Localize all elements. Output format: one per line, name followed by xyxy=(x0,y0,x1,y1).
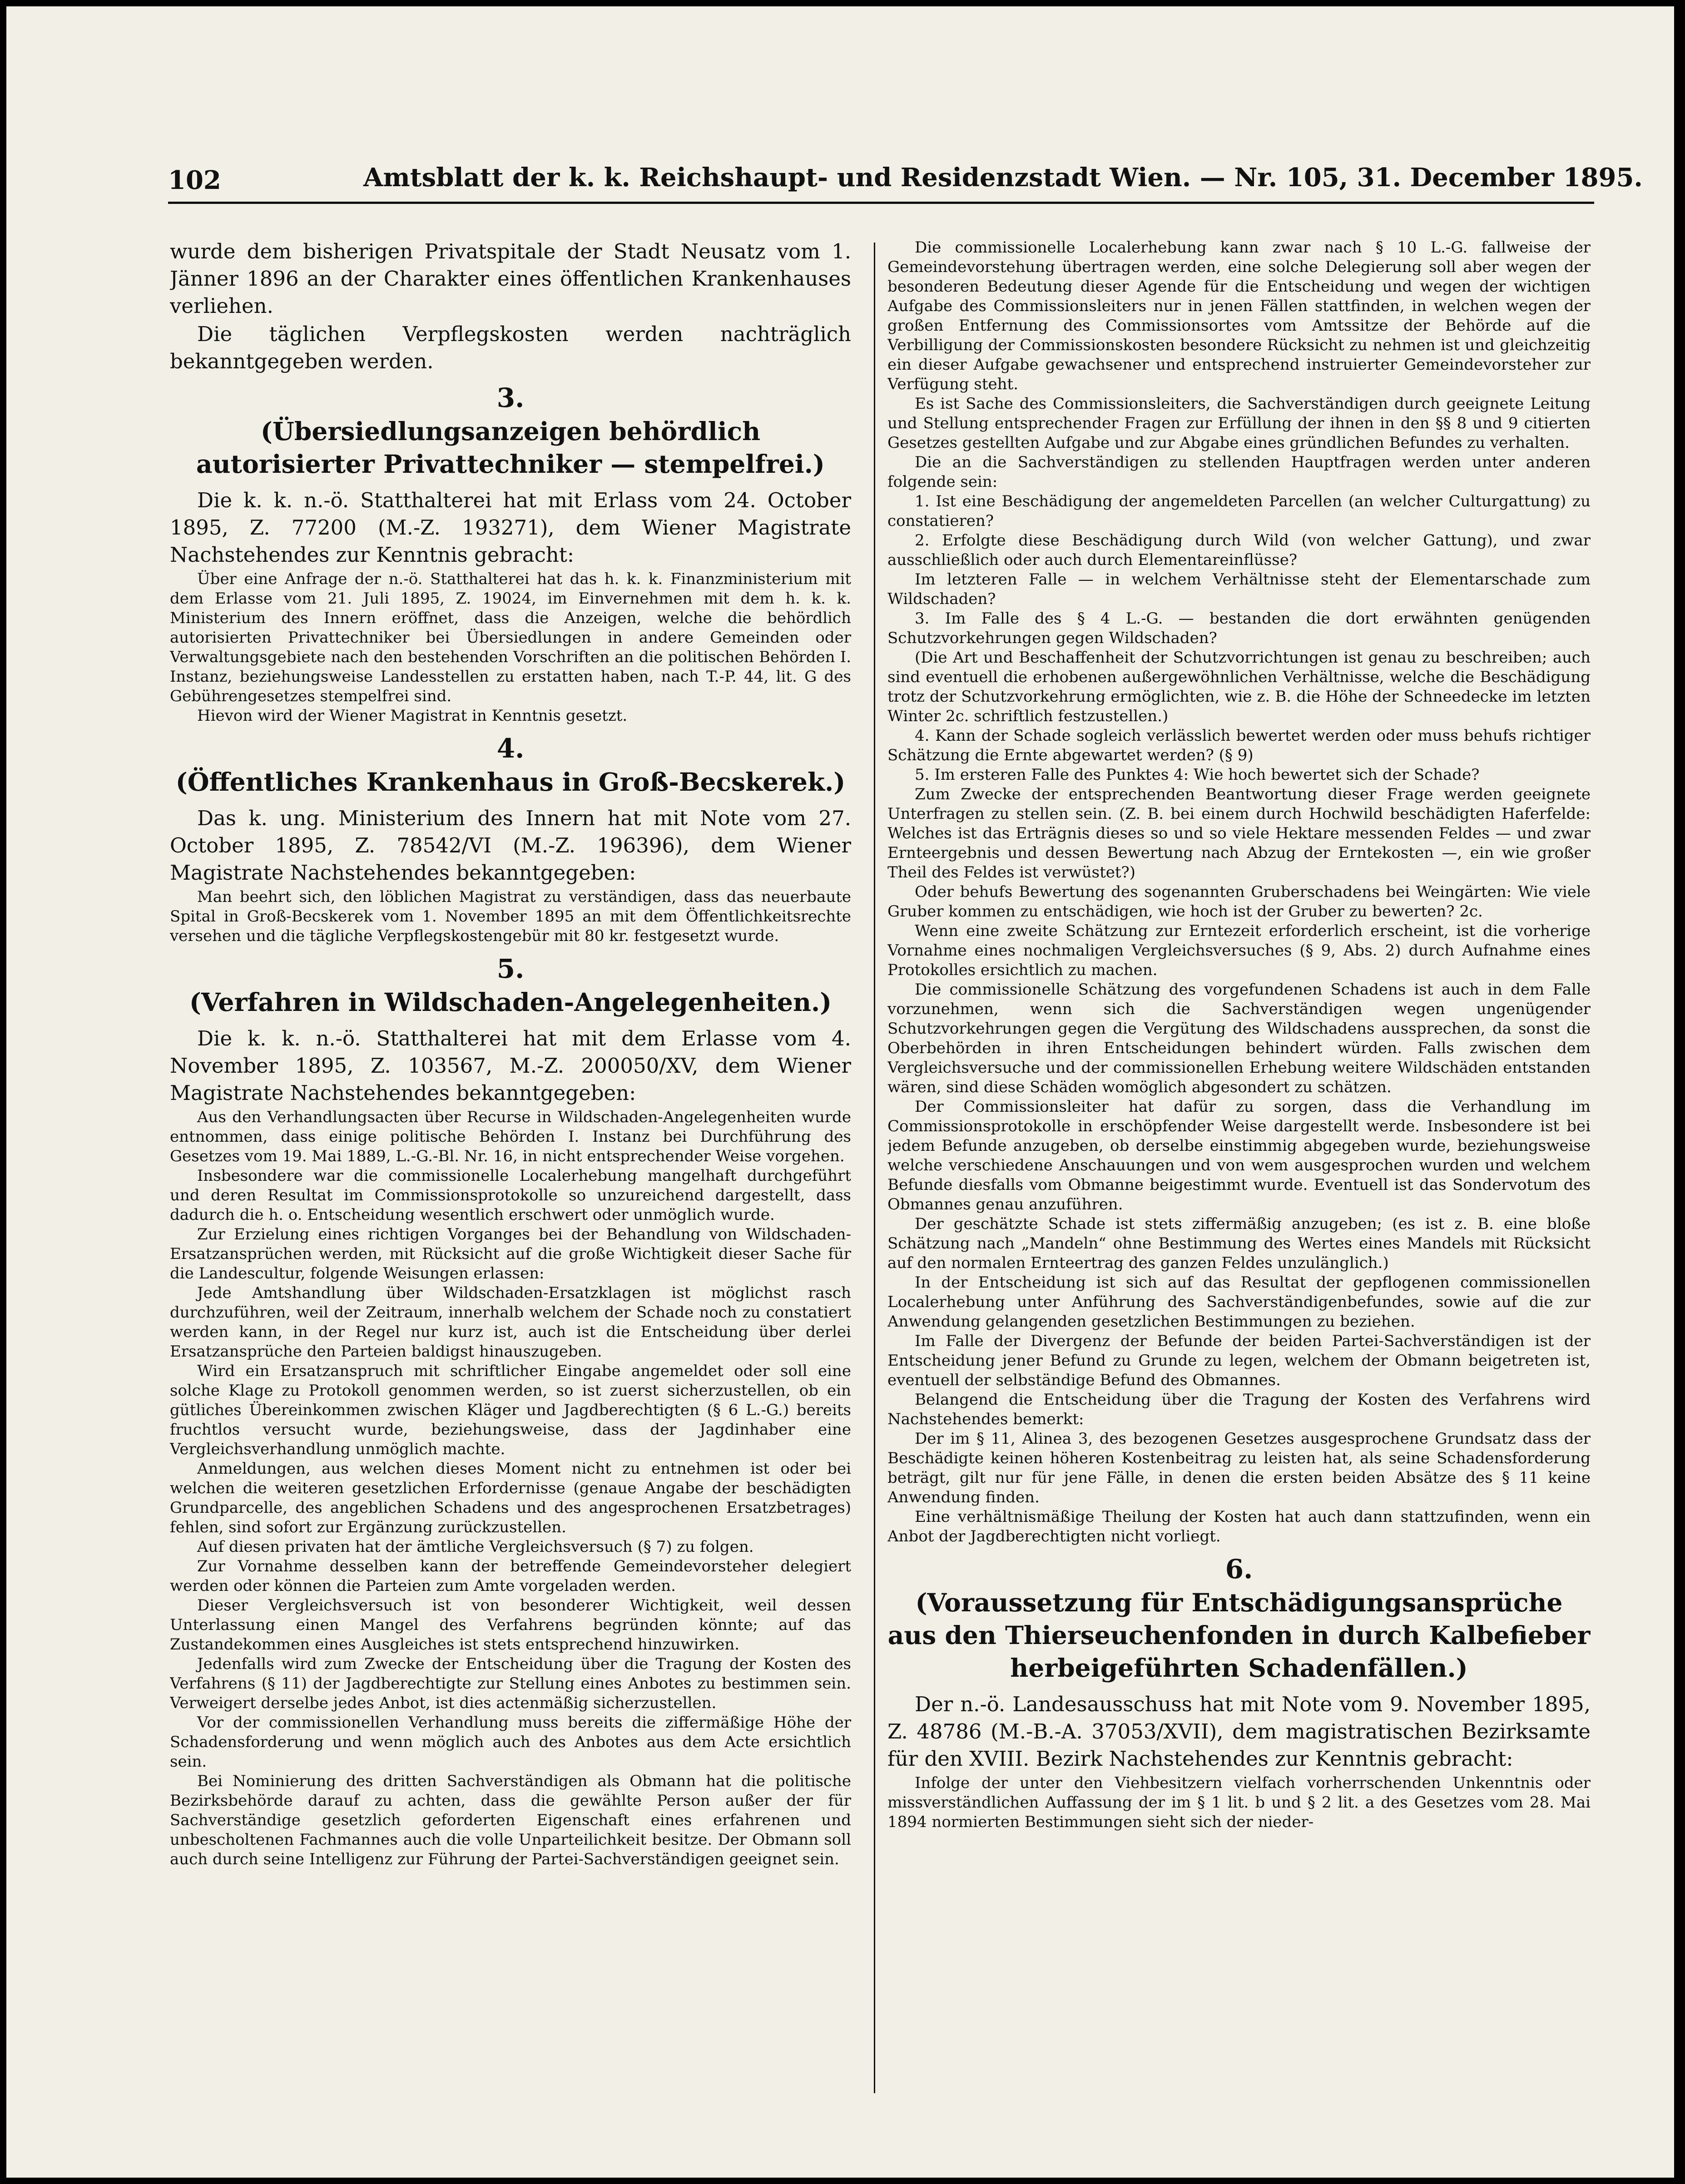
paragraph: Die commissionelle Schätzung des vorgefundenen Schadens ist auch in dem Falle vorzunehmen, wenn sich die Sachverständigen wegen ungenügender Schutzvorkehrungen gegen die Vergütung des Wildschadens aussprechen, da sonst die Oberbehörden in ihren Entscheidungen behindert würden. Falls zwischen dem Vergleichsversuche und der commissionellen Erhebung weitere Wildschäden entstanden wären, sind diese Schäden womöglich abgesondert zu schätzen. xyxy=(887,981,1591,1096)
paragraph: Jede Amtshandlung über Wildschaden-Ersatzklagen ist möglichst rasch durchzuführen, weil der Zeitraum, innerhalb welchem der Schade noch zu constatiert werden kann, in der Regel nur kurz ist, auch ist die Entscheidung über derlei Ersatzansprüche den Parteien baldigst hinauszugeben. xyxy=(170,1284,851,1361)
paragraph: Zur Erzielung eines richtigen Vorganges bei der Behandlung von Wildschaden-Ersatzansprüchen werden, mit Rücksicht auf die große Wichtigkeit dieser Sache für die Landescultur, folgende Weisungen erlassen: xyxy=(170,1225,851,1283)
paragraph: Anmeldungen, aus welchen dieses Moment nicht zu entnehmen ist oder bei welchen die weiteren gesetzlichen Erfordernisse (genaue Angabe der beschädigten Grundparcelle, des angeblichen Schadens und des angesprochenen Ersatzbetrages) fehlen, sind sofort zur Ergänzung zurückzustellen. xyxy=(170,1460,851,1536)
paragraph: Belangend die Entscheidung über die Tragung der Kosten des Verfahrens wird Nachstehendes bemerkt: xyxy=(887,1391,1591,1428)
paragraph: Der Commissionsleiter hat dafür zu sorgen, dass die Verhandlung im Commissionsprotokolle in erschöpfender Weise dargestellt werde. Insbesondere ist bei jedem Befunde anzugeben, ob derselbe einstimmig abgegeben wurde, beziehungsweise welche verschiedene Anschauungen und von wem ausgesprochen wurden und welchem Befunde diesfalls vom Obmanne beigestimmt wurde. Eventuell ist das Sondervotum des Obmannes genau anzuführen. xyxy=(887,1098,1591,1213)
paragraph: Im Falle der Divergenz der Befunde der beiden Partei-Sachverständigen ist der Entscheidung jener Befund zu Grunde zu legen, welchem der Obmann beigetreten ist, eventuell der selbständige Befund des Obmannes. xyxy=(887,1332,1591,1389)
paragraph: Wird ein Ersatzanspruch mit schriftlicher Eingabe angemeldet oder soll eine solche Klage zu Protokoll genommen werden, so ist zuerst sicherzustellen, ob ein gütliches Übereinkommen zwischen Kläger und Jagdberechtigten (§ 6 L.-G.) bereits fruchtlos versucht wurde, beziehungsweise, dass der Jagdinhaber eine Vergleichsverhandlung unmöglich machte. xyxy=(170,1362,851,1458)
question-item: 2. Erfolgte diese Beschädigung durch Wild (von welcher Gattung), und zwar ausschließlich oder auch durch Elementareinflüsse? xyxy=(887,531,1591,569)
column-divider xyxy=(874,243,875,2093)
paragraph: Das k. ung. Ministerium des Innern hat mit Note vom 27. October 1895, Z. 78542/VI (M.-Z. 196396), dem Wiener Magistrate Nachstehendes bekanntgegeben: xyxy=(170,806,851,885)
section-number: 5. xyxy=(496,953,525,984)
header-rule xyxy=(168,202,1594,204)
section-number: 3. xyxy=(496,382,525,413)
paragraph: Aus den Verhandlungsacten über Recurse in Wildschaden-Angelegenheiten wurde entnommen, dass einige politische Behörden I. Instanz bei Durchführung des Gesetzes vom 19. Mai 1889, L.-G.-Bl. Nr. 16, in nicht entsprechender Weise vorgehen. xyxy=(170,1108,851,1165)
running-header: Amtsblatt der k. k. Reichshaupt- und Residenzstadt Wien. — Nr. 105, 31. December 1895. xyxy=(363,163,1643,193)
paragraph: Bei Nominierung des dritten Sachverständigen als Obmann hat die politische Bezirksbehörde darauf zu achten, dass die gewählte Person außer der für Sachverständige gesetzlich geforderten Eigenschaft eines erfahrenen und unbescholtenen Fachmannes auch die volle Unparteilichkeit besitze. Der Obmann soll auch durch seine Intelligenz zur Führung der Partei-Sachverständigen geeignet sein. xyxy=(170,1772,851,1868)
paragraph: Der n.-ö. Landesausschuss hat mit Note vom 9. November 1895, Z. 48786 (M.-B.-A. 37053/XVII), dem magistratischen Bezirksamte für den XVIII. Bezirk Nachstehendes zur Kenntnis gebracht: xyxy=(887,1692,1591,1771)
paragraph: Die k. k. n.-ö. Statthalterei hat mit dem Erlasse vom 4. November 1895, Z. 103567, M.-Z. 200050/XV, dem Wiener Magistrate Nachstehendes bekanntgegeben: xyxy=(170,1026,851,1105)
paragraph: Es ist Sache des Commissionsleiters, die Sachverständigen durch geeignete Leitung und Stellung entsprechender Fragen zur Erfüllung der ihnen in den §§ 8 und 9 citierten Gesetzes gestellten Aufgabe und zur Abgabe eines gründlichen Befundes zu verhalten. xyxy=(887,395,1591,452)
right-column xyxy=(887,238,1591,2095)
section-title: (Verfahren in Wildschaden-Angelegenheiten.) xyxy=(189,987,832,1017)
paragraph: Jedenfalls wird zum Zwecke der Entscheidung über die Tragung der Kosten des Verfahrens (§ 11) der Jagdberechtigte zur Stellung eines Anbotes zu bestimmen sein. Verweigert derselbe jedes Anbot, ist dies actenmäßig sicherzustellen. xyxy=(170,1655,851,1712)
paragraph: Auf diesen privaten hat der ämtliche Vergleichsversuch (§ 7) zu folgen. xyxy=(197,1538,754,1556)
section-title: (Voraussetzung für Entschädigungsansprüche aus den Thierseuchenfonden in durch Kalbefieber herbeigeführten Schadenfällen.) xyxy=(887,1588,1591,1683)
question-item: Im letzteren Falle — in welchem Verhältnisse steht der Elementarschade zum Wildschaden? xyxy=(887,570,1591,608)
paragraph: Der geschätzte Schade ist stets ziffermäßig anzugeben; (es ist z. B. eine bloße Schätzung nach „Mandeln“ ohne Bestimmung des Wertes eines Mandels mit Rücksicht auf den normalen Ernteertrag des ganzen Feldes unzulänglich.) xyxy=(887,1215,1591,1272)
question-item: 3. Im Falle des § 4 L.-G. — bestanden die dort erwähnten genügenden Schutzvorkehrungen gegen Wildschaden? xyxy=(887,609,1591,647)
paragraph: Die täglichen Verpflegskosten werden nachträglich bekanntgegeben werden. xyxy=(170,322,851,373)
section-title: (Öffentliches Krankenhaus in Groß-Becskerek.) xyxy=(175,767,846,797)
paragraph: Die k. k. n.-ö. Statthalterei hat mit Erlass vom 24. October 1895, Z. 77200 (M.-Z. 193271), dem Wiener Magistrate Nachstehendes zur Kenntnis gebracht: xyxy=(170,488,851,567)
paragraph: wurde dem bisherigen Privatspitale der Stadt Neusatz vom 1. Jänner 1896 an der Charakter eines öffentlichen Krankenhauses verliehen. xyxy=(170,239,851,318)
paragraph: Über eine Anfrage der n.-ö. Statthalterei hat das h. k. k. Finanzministerium mit dem Erlasse vom 21. Juli 1895, Z. 19024, im Einvernehmen mit dem h. k. k. Ministerium des Innern eröffnet, dass die Anzeigen, welche die behördlich autorisierten Privattechniker bei Übersiedlungen in andere Gemeinden oder Verwaltungsgebiete nach den bestehenden Vorschriften an die politischen Behörden I. Instanz, beziehungsweise Landesstellen zu erstatten haben, nach T.-P. 44, lit. G des Gebührengesetzes stempelfrei sind. xyxy=(170,570,851,705)
paragraph: Man beehrt sich, den löblichen Magistrat zu verständigen, dass das neuerbaute Spital in Groß-Becskerek vom 1. November 1895 an mit dem Öffentlichkeitsrechte versehen und die tägliche Verpflegskostengebür mit 80 kr. festgesetzt wurde. xyxy=(170,888,851,945)
paragraph: Zum Zwecke der entsprechenden Beantwortung dieser Frage werden geeignete Unterfragen zu stellen sein. (Z. B. bei einem durch Hochwild beschädigten Haferfelde: Welches ist das Erträgnis dieses so und so viele Hektare messenden Feldes — und zwar Ernteergebnis und dessen Bewertung nach Abzug der Erntekosten —, ein wie großer Theil des Feldes ist verwüstet?) xyxy=(887,785,1591,882)
paragraph: Oder behufs Bewertung des sogenannten Gruberschadens bei Weingärten: Wie viele Gruber kommen zu entschädigen, wie hoch ist der Gruber zu bewerten? 2c. xyxy=(887,883,1591,921)
question-item: (Die Art und Beschaffenheit der Schutzvorrichtungen ist genau zu beschreiben; auch sind eventuell die erhobenen außergewöhnlichen Verhältnisse, welche die Beschädigung trotz der Schutzvorkehrung ermöglichten, wie z. B. die Höhe der Schneedecke im letzten Winter 2c. schriftlich festzustellen.) xyxy=(887,649,1591,725)
question-item: 5. Im ersteren Falle des Punktes 4: Wie hoch bewertet sich der Schade? xyxy=(915,766,1480,784)
paragraph: Vor der commissionellen Verhandlung muss bereits die ziffermäßige Höhe der Schadensforderung und wenn möglich auch des Anbotes aus dem Acte ersichtlich sein. xyxy=(170,1714,851,1771)
paragraph: In der Entscheidung ist sich auf das Resultat der gepflogenen commissionellen Localerhebung unter Anführung des Sachverständigenbefundes, sowie auf die zur Anwendung gelangenden gesetzlichen Bestimmungen zu beziehen. xyxy=(887,1273,1591,1331)
section-number: 6. xyxy=(1225,1554,1253,1585)
paragraph: Wenn eine zweite Schätzung zur Erntezeit erforderlich erscheint, ist die vorherige Vornahme eines nochmaligen Vergleichsversuches (§ 9, Abs. 2) durch Aufnahme eines Protokolles ersichtlich zu machen. xyxy=(887,922,1591,979)
question-item: 4. Kann der Schade sogleich verlässlich bewertet werden oder muss behufs richtiger Schätzung die Ernte abgewartet werden? (§ 9) xyxy=(887,727,1591,764)
paragraph: Der im § 11, Alinea 3, des bezogenen Gesetzes ausgesprochene Grundsatz dass der Beschädigte keinen höheren Kostenbeitrag zu leisten hat, als seine Schadensforderung beträgt, gilt nur für jene Fälle, in denen die ersten beiden Absätze des § 11 keine Anwendung finden. xyxy=(887,1430,1591,1506)
paragraph: Insbesondere war die commissionelle Localerhebung mangelhaft durchgeführt und deren Resultat im Commissionsprotokolle so unzureichend dargestellt, dass dadurch die h. o. Entscheidung wesentlich erschwert oder unmöglich wurde. xyxy=(170,1167,851,1224)
paragraph: Zur Vornahme desselben kann der betreffende Gemeindevorsteher delegiert werden oder können die Parteien zum Amte vorgeladen werden. xyxy=(170,1557,851,1595)
paragraph: Dieser Vergleichsversuch ist von besonderer Wichtigkeit, weil dessen Unterlassung einen Mangel des Verfahrens begründen könnte; auf das Zustandekommen eines Ausgleiches ist stets entsprechend hinzuwirken. xyxy=(170,1596,851,1654)
paragraph: Die an die Sachverständigen zu stellenden Hauptfragen werden unter anderen folgende sein: xyxy=(887,453,1591,491)
paragraph: Eine verhältnismäßige Theilung der Kosten hat auch dann stattzufinden, wenn ein Anbot der Jagdberechtigten nicht vorliegt. xyxy=(887,1508,1591,1545)
paragraph: Die commissionelle Localerhebung kann zwar nach § 10 L.-G. fallweise der Gemeindevorstehung übertragen werden, eine solche Delegierung soll aber wegen der besonderen Bedeutung dieser Agende für die Entscheidung und wegen der wichtigen Aufgabe des Commissionsleiters nur in jenen Fällen stattfinden, in welchen wegen der großen Entfernung des Commissionsortes vom Amtssitze der Behörde auf die Verbilligung der Commissionskosten besondere Rücksicht zu nehmen ist und gleichzeitig ein dieser Aufgabe gewachsener und entsprechend instruierter Gemeindevorsteher zur Verfügung steht. xyxy=(887,238,1591,393)
document-page xyxy=(6,6,1674,2178)
paragraph: Infolge der unter den Viehbesitzern vielfach vorherrschenden Unkenntnis oder missverständlichen Auffassung der im § 1 lit. b und § 2 lit. a des Gesetzes vom 28. Mai 1894 normierten Bestimmungen sieht sich der nieder- xyxy=(887,1774,1591,1831)
question-item: 1. Ist eine Beschädigung der angemeldeten Parcellen (an welcher Culturgattung) zu constatieren? xyxy=(887,492,1591,530)
page-number: 102 xyxy=(168,165,221,195)
section-number: 4. xyxy=(496,733,525,764)
paragraph: Hievon wird der Wiener Magistrat in Kenntnis gesetzt. xyxy=(197,707,628,725)
section-title: (Übersiedlungsanzeigen behördlich autorisierter Privattechniker — stempelfrei.) xyxy=(196,416,825,479)
left-column xyxy=(170,238,851,2095)
